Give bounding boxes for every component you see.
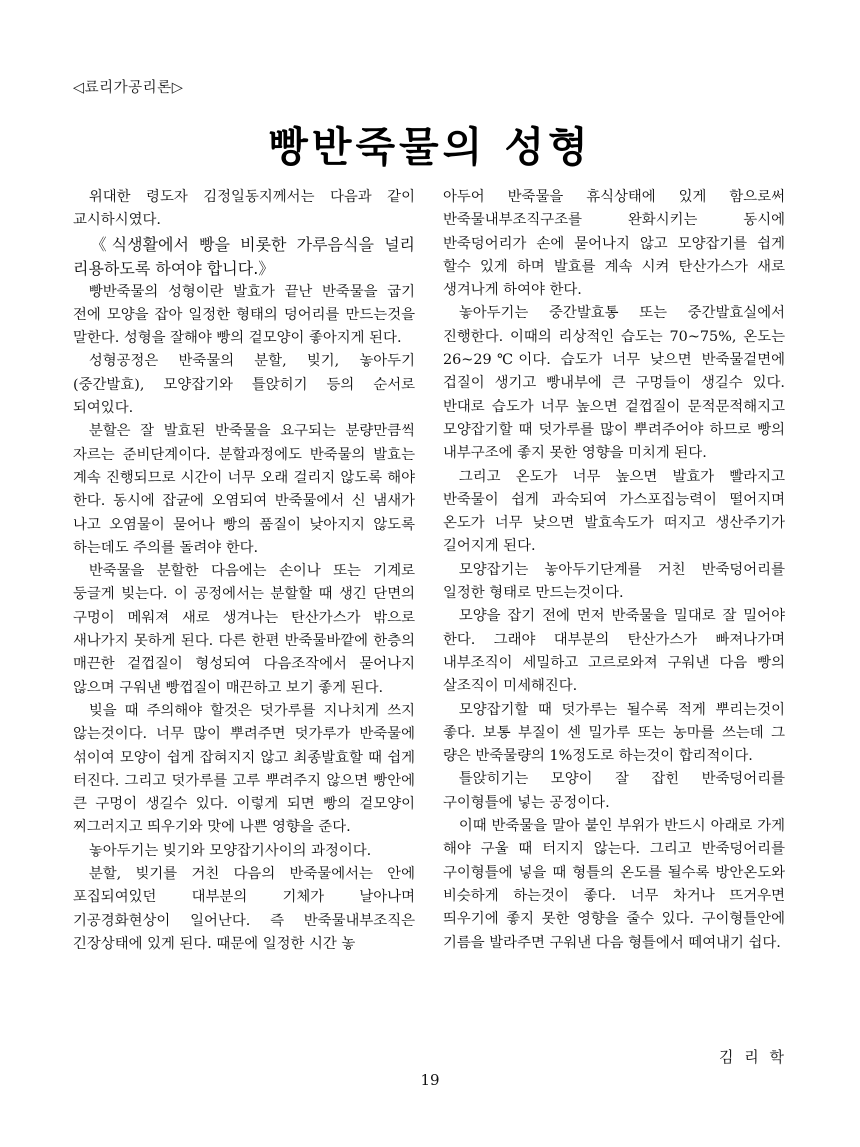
right-column (443, 186, 785, 955)
paragraph: 모양잡기는 놓아두기단계를 거친 반죽덩어리를 일정한 형태로 만드는것이다. (443, 561, 785, 602)
paragraph: 빵반죽물의 성형이란 발효가 끝난 반죽물을 굽기 전에 모양을 잡아 일정한 형태의 덩어리를 만드는것을 말한다. 성형을 잘해야 빵의 겉모양이 좋아지게 된다. (73, 283, 415, 347)
paragraph: 놓아두기는 중간발효통 또는 중간발효실에서 진행한다. 이때의 리상적인 습도는 70~75%, 온도는 26~29℃이다. 습도가 너무 낮으면 반죽물겉면에 겁질이 생기고 빵내부에 큰 구멍들이 생길수 있다. 반대로 습도가 너무 높으면 겉껍질이 문적문적해지고 모양잡기할 때 덧가루를 많이 뿌려주어야 하므로 빵의 내부구조에 좋지 못한 영향을 미치게 된다. (443, 305, 785, 462)
left-column (73, 186, 415, 956)
paragraph: 아두어 반죽물을 휴식상태에 있게 함으로써 반죽물내부조직구조를 완화시키는 동시에 반죽덩어리가 손에 묻어나지 않고 모양잡기를 쉽게 할수 있게 하며 발효를 계속 시켜 탄산가스가 새로 생겨나게 하여야 한다. (443, 189, 785, 299)
paragraph: 반죽물을 분할한 다음에는 손이나 또는 기계로 둥글게 빚는다. 이 공정에서는 분할할 때 생긴 단면의 구멍이 메워져 새로 생겨나는 탄산가스가 밖으로 새나가지 못하게 된다. 다른 한편 반죽물바깥에 한층의 매끈한 겉껍질이 형성되여 다음조작에서 묻어나지 않으며 구워낸 빵껍질이 매끈하고 보기 좋게 된다. (73, 563, 415, 696)
paragraph: 위대한 령도자 김정일동지께서는 다음과 같이 교시하시였다. (73, 189, 415, 229)
paragraph: 모양잡기할 때 덧가루는 될수록 적게 뿌리는것이 좋다. 보통 부질이 센 밀가루 또는 농마를 쓰는데 그 량은 반죽물량의 1%정도로 하는것이 합리적이다. (443, 701, 785, 765)
paragraph: 빚을 때 주의해야 할것은 덧가루를 지나치게 쓰지 않는것이다. 너무 많이 뿌려주면 덧가루가 반죽물에 섞이여 모양이 쉽게 잡혀지지 않고 최종발효할 때 쉽게 터진다. 그리고 덧가루를 고루 뿌려주지 않으면 빵안에 큰 구멍이 생길수 있다. 이렇게 되면 빵의 겉모양이 찌그러지고 띄우기와 맛에 나쁜 영향을 준다. (73, 702, 415, 836)
paragraph: 분할은 잘 발효된 반죽물을 요구되는 분량만큼씩 자르는 준비단계이다. 분할과정에도 반죽물의 발효는 계속 진행되므로 시간이 너무 오래 걸리지 않도록 해야 한다. 동시에 잡균에 오염되여 반죽물에서 신 냄새가 나고 오염물이 묻어나 빵의 품질이 낮아지지 않도록 하는데도 주의를 돌려야 한다. (73, 423, 415, 556)
paragraph: 분할, 빚기를 거친 다음의 반죽물에서는 안에 포집되여있던 대부분의 기체가 날아나며 기공경화현상이 일어난다. 즉 반죽물내부조직은 긴장상태에 있게 된다. 때문에 일정한 시간 놓 (73, 866, 415, 952)
paragraph: 틀앉히기는 모양이 잘 잡힌 반죽덩어리를 구이형틀에 넣는 공정이다. (443, 771, 785, 811)
paragraph: 놓아두기는 빚기와 모양잡기사이의 과정이다. (88, 842, 372, 859)
paragraph: 모양을 잡기 전에 먼저 반죽물을 밀대로 잘 밀어야 한다. 그래야 대부분의 탄산가스가 빠져나가며 내부조직이 세밀하고 고르로와져 구워낸 다음 빵의 살조직이 미세해진다. (443, 608, 785, 695)
author-name: 김 리 학 (718, 1048, 787, 1066)
page-number: 19 (420, 1071, 440, 1089)
quotation: 《식생활에서 빵을 비롯한 가루음식을 널리 리용하도록 하여야 합니다.》 (73, 234, 415, 278)
section-tag: ◁료리가공리론▷ (73, 80, 184, 96)
paragraph: 이때 반죽물을 말아 붙인 부위가 반드시 아래로 가게 해야 구울 때 터지지 않는다. 그리고 반죽덩어리를 구이형틀에 넣을 때 형틀의 온도를 될수록 방안온도와 비슷하게 하는것이 좋다. 너무 차거나 뜨거우면 띄우기에 좋지 못한 영향을 줄수 있다. 구이형틀안에 기름을 발라주면 구워낸 다음 형틀에서 떼여내기 쉽다. (443, 818, 785, 951)
paragraph: 성형공정은 반죽물의 분할, 빚기, 놓아두기(중간발효), 모양잡기와 틀앉히기 등의 순서로 되여있다. (73, 353, 415, 417)
article-title: 빵반죽물의 성형 (268, 123, 592, 171)
paragraph: 그리고 온도가 너무 높으면 발효가 빨라지고 반죽물이 쉽게 과숙되여 가스포집능력이 떨어지며 온도가 너무 낮으면 발효속도가 떠지고 생산주기가 길어지게 된다. (443, 468, 785, 555)
